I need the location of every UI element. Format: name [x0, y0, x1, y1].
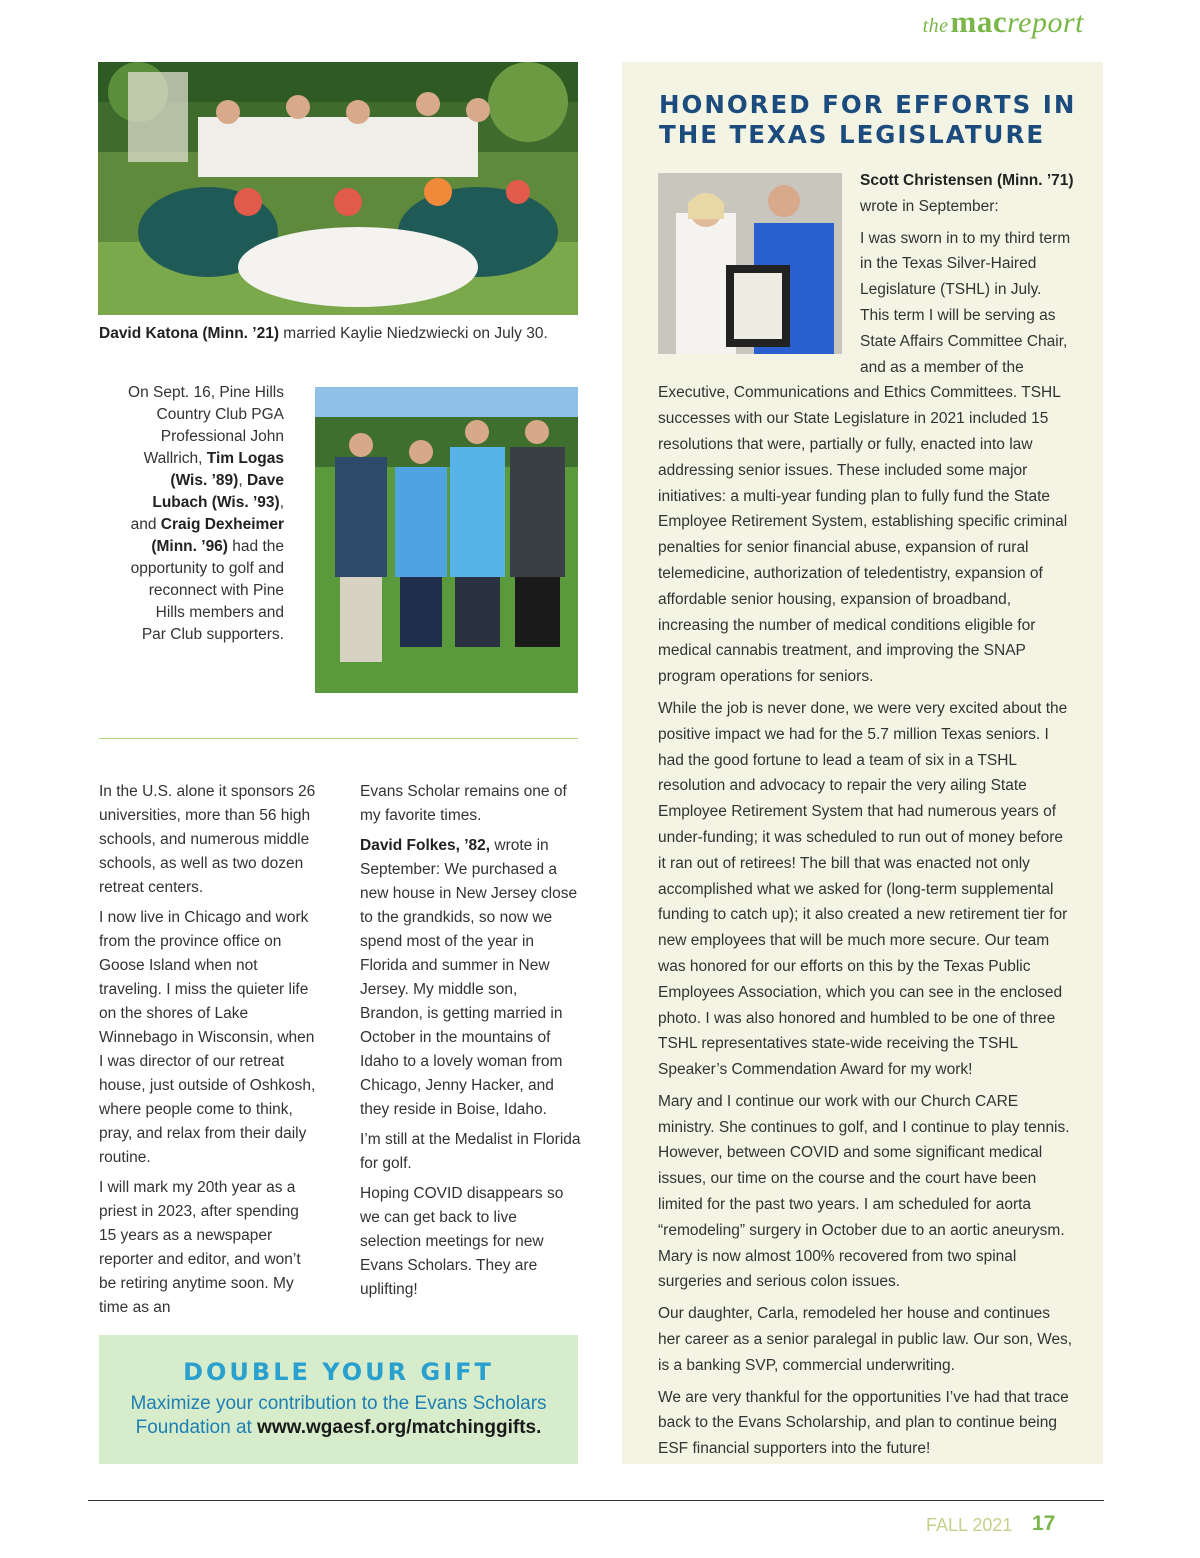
middle-column: Evans Scholar remains one of my favorite times. David Folkes, ’82, wrote in September: We purchased a new house in New Jersey close to the grandkids, so now we spend most of the year in Florida and summer in New Jersey. My middle son, Brandon, is getting married in October in the mountains of Idaho to a lovely woman from Chicago, Jenny Hacker, and they reside in Boise, Idaho. I’m still at the Medalist in Florida for golf. Hoping COVID disappears so we can get back to live selection meetings for new Evans Scholars. They are uplifting!	[360, 783, 581, 1298]
double-gift-box	[99, 1335, 578, 1464]
wedding-photo	[98, 62, 578, 315]
gift-text: Maximize your contribution to the Evans Scholars Foundation at www.wgaesf.org/matchinggifts.	[130, 1393, 547, 1438]
golf-photo	[315, 387, 578, 693]
left-column: In the U.S. alone it sponsors 26 universities, more than 56 high schools, and numerous middle schools, as well as two dozen retreat centers. I now live in Chicago and work from the province office on Goose Island when not traveling. I miss the quieter life on the shores of Lake Winnebago in Wisconsin, when I was director of our retreat house, just outside of Oshkosh, where people come to think, pray, and relax from their daily routine. I will mark my 20th year as a priest in 2023, after spending 15 years as a newspaper reporter and editor, and won’t be retiring anytime soon. My time as an	[99, 783, 316, 1316]
award-photo	[658, 173, 842, 354]
wedding-caption: David Katona (Minn. ’21) married Kaylie Niedzwiecki on July 30.	[99, 325, 548, 342]
gift-title: DOUBLE YOUR GIFT	[183, 1358, 494, 1386]
golf-caption: On Sept. 16, Pine Hills Country Club PGA Professional John Wallrich, Tim Logas (Wis. ’89), Dave Lubach (Wis. ’93), and Craig Dexheimer (Minn. ’96) had the opportunity to golf and reconnect with Pine Hills members and Par Club supporters.	[128, 384, 284, 643]
sidebar-title: HONORED FOR EFFORTS IN THE TEXAS LEGISLATURE	[659, 90, 1077, 149]
sidebar-body: Scott Christensen (Minn. ’71) wrote in September: I was sworn in to my third term in the Texas Silver-Haired Legislature (TSHL) in July. This term I will be serving as State Affairs Committee Chair, and as a member of the Executive, Communications and Ethics Committees. TSHL successes with our State Legislature in 2021 included 15 resolutions that were, partially or fully, enacted into law addressing senior issues. These included some major initiatives: a multi-year funding plan to fully fund the State Employee Retirement System, establishing specific criminal penalties for senior financial abuse, expansion of rural telemedicine, authorization of teledentistry, expansion of affordable senior housing, expansion of broadband, increasing the number of medical conditions eligible for medical cannabis treatment, and improving the SNAP program operations for seniors. While the job is never done, we were very excited about the positive impact we had for the 5.7 million Texas seniors. I had the good fortune to lead a team of six in a TSHL resolution and advocacy to repair the very ailing State Employee Retirement System that had numerous years of under-funding; it was scheduled to run out of money before it ran out of retirees! The bill that was enacted not only accomplished what we asked for (long-term supplemental funding to catch up); it also created a new retirement tier for new employees that will be much more secure. Our team was honored for our efforts on this by the Texas Public Employees Association, which you can see in the enclosed photo. I was also honored and humbled to be one of three TSHL representatives state-wide receiving the TSHL Speaker’s Commendation Award for my work! Mary and I continue our work with our Church CARE ministry. She continues to golf, and I continue to play tennis. However, between COVID and some significant medical issues, our time on the course and the court have been limited for the past two years. I am scheduled for aorta “remodeling” surgery in October due to an aortic aneurysm. Mary is now almost 100% recovered from two spinal surgeries and serious colon issues. Our daughter, Carla, remodeled her house and continues her career as a senior paralegal in public law. Our son, Wes, is a banking SVP, commercial underwriting. We are very thankful for the opportunities I’ve had that trace back to the Evans Scholarship, and plan to continue being ESF financial supporters into the future!	[658, 172, 1074, 1458]
footer-rule	[88, 1500, 1104, 1501]
section-divider	[99, 738, 578, 739]
gift-url-link[interactable]: www.wgaesf.org/matchinggifts.	[257, 1417, 542, 1438]
page-number: 17	[1032, 1512, 1056, 1535]
footer-season: FALL 2021	[926, 1515, 1013, 1535]
masthead-logo: themacreport	[922, 4, 1084, 39]
